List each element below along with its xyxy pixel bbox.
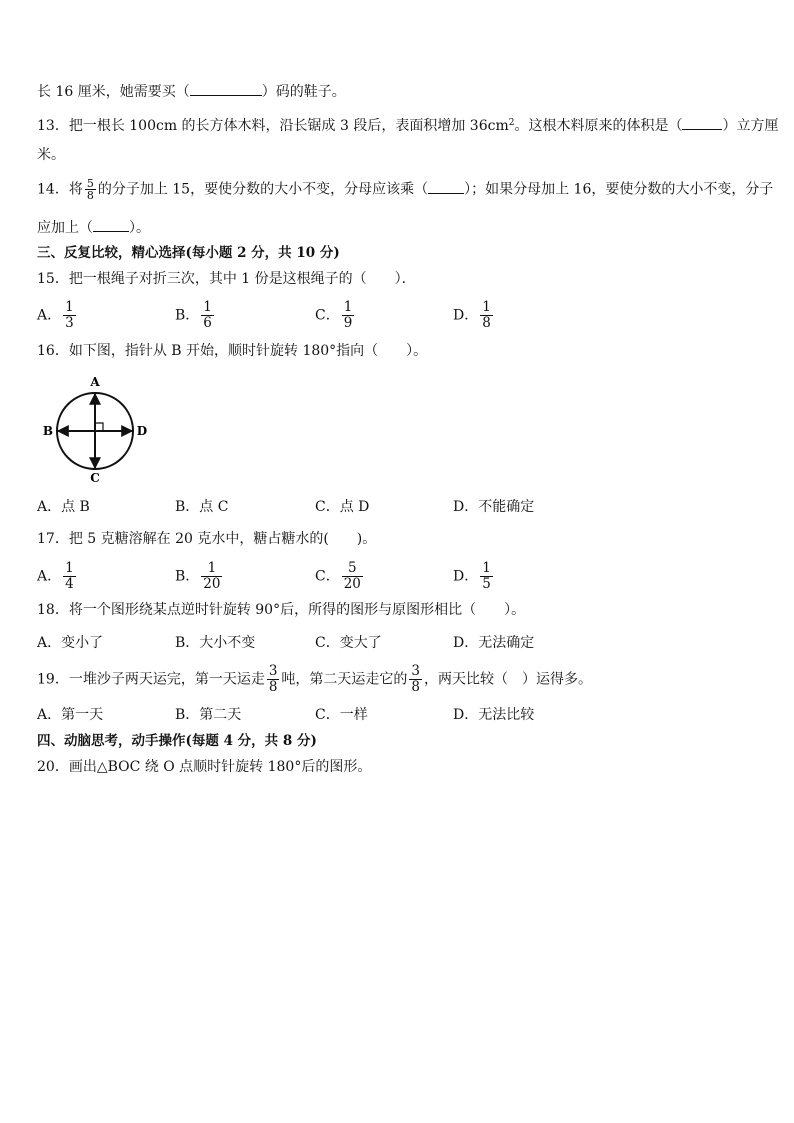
q18-option-b[interactable]: B．大小不变 <box>175 635 256 651</box>
fraction-numerator: 3 <box>268 663 278 679</box>
option-fraction <box>342 300 355 331</box>
q14-prefix: 14．将 <box>37 181 83 198</box>
option-fraction <box>201 300 214 331</box>
fraction-denominator: 9 <box>343 315 353 331</box>
fraction-numerator: 1 <box>482 560 491 576</box>
section-4-heading: 四、动脑思考，动手操作(每题 4 分，共 8 分) <box>37 733 317 749</box>
q15-option-b[interactable] <box>175 300 216 331</box>
q19-option-d[interactable]: D．无法比较 <box>453 707 535 723</box>
q18-option-d[interactable]: D．无法确定 <box>453 635 535 651</box>
q16-compass-figure <box>40 372 155 492</box>
q12-answer-blank[interactable] <box>190 81 262 96</box>
option-letter: C． <box>315 568 340 585</box>
label-c: C <box>90 471 100 485</box>
q19-option-b[interactable]: B．第二天 <box>175 707 242 723</box>
section-3-heading: 三、反复比较，精心选择(每小题 2 分，共 10 分) <box>37 245 340 261</box>
q19-option-c[interactable]: C．一样 <box>315 707 368 723</box>
q14-line2 <box>37 217 150 238</box>
label-a: A <box>90 375 100 389</box>
option-fraction <box>480 561 493 592</box>
fraction-numerator: 1 <box>482 299 491 315</box>
q14-answer-blank-1[interactable] <box>428 179 464 194</box>
option-fraction <box>342 561 363 592</box>
q14-answer-blank-2[interactable] <box>93 217 129 232</box>
fraction-numerator: 3 <box>411 663 421 679</box>
fraction-denominator: 4 <box>65 576 74 592</box>
q16-option-b[interactable]: B．点 C <box>175 499 229 515</box>
q13-text-before: 13．把一根长 100cm 的长方体木料，沿长锯成 3 段后，表面积增加 36cm <box>37 118 509 134</box>
fraction-numerator: 1 <box>203 299 212 315</box>
q13-text-after: ）立方厘 <box>722 118 779 134</box>
option-fraction <box>63 561 76 592</box>
q19-text-1: 19．一堆沙子两天运完，第一天运走 <box>37 671 265 688</box>
option-fraction <box>201 561 222 592</box>
fraction-denominator: 3 <box>65 315 74 331</box>
q19-fraction-2 <box>409 664 422 695</box>
option-fraction <box>63 300 76 331</box>
option-letter: B． <box>175 307 200 324</box>
q14-fraction <box>85 178 96 201</box>
fraction-numerator: 5 <box>342 561 363 577</box>
right-angle-mark <box>95 423 103 431</box>
option-letter: B． <box>175 568 200 585</box>
q16-option-c[interactable]: C．点 D <box>315 499 370 515</box>
q13-superscript: 2 <box>508 118 515 128</box>
q17-option-c[interactable] <box>315 561 365 592</box>
option-letter: D． <box>453 568 479 585</box>
option-letter: A． <box>37 568 62 585</box>
q17-stem: 17．把 5 克糖溶解在 20 克水中，糖占糖水的( )。 <box>37 531 377 547</box>
q12-tail-line <box>37 81 346 102</box>
option-letter: C． <box>315 307 340 324</box>
fraction-denominator: 6 <box>203 315 212 331</box>
q16-option-d[interactable]: D．不能确定 <box>453 499 535 515</box>
q15-stem: 15．把一根绳子对折三次，其中 1 份是这根绳子的（ ）． <box>37 271 416 287</box>
label-d: D <box>136 424 148 438</box>
fraction-denominator: 8 <box>411 679 421 695</box>
q14-fraction-denominator: 8 <box>86 189 94 202</box>
q19-option-a[interactable]: A．第一天 <box>37 707 104 723</box>
q14-text-mid1: 的分子加上 15，要使分数的大小不变，分母应该乘（ <box>97 181 429 198</box>
fraction-denominator: 5 <box>482 576 491 592</box>
option-fraction <box>480 300 493 331</box>
q19-text-2: 吨，第二天运走它的 <box>281 671 408 688</box>
q18-option-a[interactable]: A．变小了 <box>37 635 104 651</box>
fraction-numerator: 1 <box>65 299 74 315</box>
q14-line2-before: 应加上（ <box>37 220 93 236</box>
fraction-numerator: 1 <box>65 560 74 576</box>
fraction-denominator: 20 <box>203 576 221 592</box>
q15-option-d[interactable] <box>453 300 495 331</box>
q15-option-c[interactable] <box>315 300 356 331</box>
fraction-denominator: 8 <box>268 679 278 695</box>
q16-stem: 16．如下图，指针从 B 开始，顺时针旋转 180°指向（ ）。 <box>37 343 428 359</box>
fraction-numerator: 1 <box>201 561 222 577</box>
q12-text-after: ）码的鞋子。 <box>261 84 346 100</box>
q20-stem: 20．画出△BOC 绕 O 点顺时针旋转 180°后的图形。 <box>37 759 372 775</box>
fraction-numerator: 1 <box>343 299 353 315</box>
q13-answer-blank[interactable] <box>682 115 722 130</box>
q14-line2-after: ）。 <box>129 220 150 236</box>
q17-option-d[interactable] <box>453 561 495 592</box>
q14-fraction-numerator: 5 <box>86 177 94 190</box>
fraction-denominator: 20 <box>343 576 361 592</box>
q16-option-a[interactable]: A．点 B <box>37 499 90 515</box>
q12-text-before: 长 16 厘米，她需要买（ <box>37 84 190 100</box>
q19-fraction-1 <box>267 664 280 695</box>
q14-line1 <box>37 178 773 201</box>
q15-option-a[interactable] <box>37 300 78 331</box>
q17-option-b[interactable] <box>175 561 224 592</box>
q14-text-mid2: ）；如果分母加上 16，要使分数的大小不变，分子 <box>464 181 774 198</box>
q13-line1 <box>37 115 778 136</box>
q19-text-3: ，两天比较（ ）运得多。 <box>424 671 593 688</box>
option-letter: A． <box>37 307 62 324</box>
q19-stem <box>37 664 592 695</box>
option-letter: D． <box>453 307 479 324</box>
q17-option-a[interactable] <box>37 561 78 592</box>
q13-line2: 米。 <box>37 147 65 163</box>
label-b: B <box>42 424 54 438</box>
q18-stem: 18．将一个图形绕某点逆时针旋转 90°后，所得的图形与原图形相比（ ）。 <box>37 602 526 618</box>
q13-text-mid: 。这根木料原来的体积是（ <box>514 118 683 134</box>
fraction-denominator: 8 <box>482 315 491 331</box>
q18-option-c[interactable]: C．变大了 <box>315 635 382 651</box>
